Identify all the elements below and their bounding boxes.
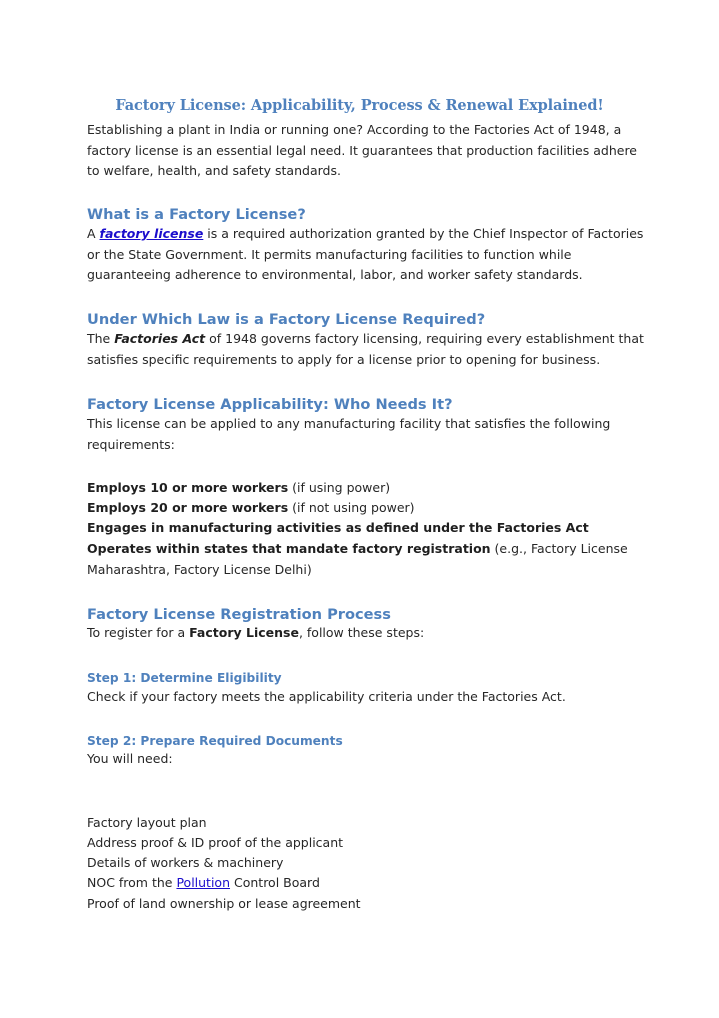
- registration-suffix: , follow these steps:: [298, 625, 425, 640]
- document-item: [87, 875, 320, 890]
- step1-text: Check if your factory meets the applicability criteria under the Factories Act.: [87, 689, 566, 704]
- registration-heading: Factory License Registration Process: [87, 606, 391, 623]
- noc-suffix: Control Board: [230, 875, 320, 890]
- document-item: Address proof & ID proof of the applicant: [87, 835, 344, 850]
- applicability-heading: Factory License Applicability: Who Needs It?: [87, 396, 453, 413]
- registration-prefix: To register for a: [87, 625, 190, 640]
- applicability-paragraph: This license can be applied to any manufacturing facility that satisfies the following requirements:: [87, 416, 611, 452]
- document-item: Factory layout plan: [87, 815, 207, 830]
- requirement-rest: (if using power): [288, 480, 391, 495]
- document-item: Details of workers & machinery: [87, 855, 284, 870]
- requirement-item: [87, 539, 647, 580]
- requirement-bold: Engages in manufacturing activities as defined under the Factories Act: [87, 520, 589, 535]
- document-item: Proof of land ownership or lease agreement: [87, 896, 361, 911]
- factories-act-emphasis: Factories Act: [114, 331, 206, 346]
- requirement-bold: Employs 10 or more workers: [87, 480, 289, 495]
- requirement-item: [87, 500, 415, 515]
- pollution-link[interactable]: Pollution: [176, 875, 231, 890]
- step1-heading: Step 1: Determine Eligibility: [87, 671, 282, 685]
- registration-paragraph: [87, 625, 424, 640]
- requirement-item: [87, 480, 390, 495]
- document-title: Factory License: Applicability, Process & Renewal Explained!: [115, 97, 604, 114]
- intro-paragraph: Establishing a plant in India or running one? According to the Factories Act of 1948, a factory license is an essential legal need. It guarantees that production facilities adhere to welfare, health, and safety standards.: [87, 122, 637, 179]
- law-prefix: The: [87, 331, 115, 346]
- registration-bold: Factory License: [189, 625, 299, 640]
- requirement-rest: (e.g., Factory License Maharashtra, Factory License Delhi): [87, 541, 628, 577]
- law-paragraph: [87, 329, 647, 370]
- what-is-heading: What is a Factory License?: [87, 206, 306, 223]
- requirement-item: [87, 520, 589, 535]
- law-heading: Under Which Law is a Factory License Required?: [87, 311, 486, 328]
- factory-license-link[interactable]: factory license: [99, 226, 204, 241]
- what-prefix: A: [87, 226, 100, 241]
- step2-heading: Step 2: Prepare Required Documents: [87, 734, 343, 748]
- requirement-bold: Operates within states that mandate factory registration: [87, 541, 491, 556]
- what-is-paragraph: [87, 224, 647, 286]
- noc-prefix: NOC from the: [87, 875, 177, 890]
- requirement-rest: (if not using power): [288, 500, 415, 515]
- what-suffix: is a required authorization granted by the Chief Inspector of Factories or the State Government. It permits manufacturing facilities to function while guaranteeing adherence to environmental, labor, and worker safety standards.: [87, 226, 644, 283]
- law-suffix: of 1948 governs factory licensing, requiring every establishment that satisfies specific requirements to apply for a license prior to opening for business.: [87, 331, 644, 367]
- step2-text: You will need:: [87, 751, 173, 766]
- requirement-bold: Employs 20 or more workers: [87, 500, 289, 515]
